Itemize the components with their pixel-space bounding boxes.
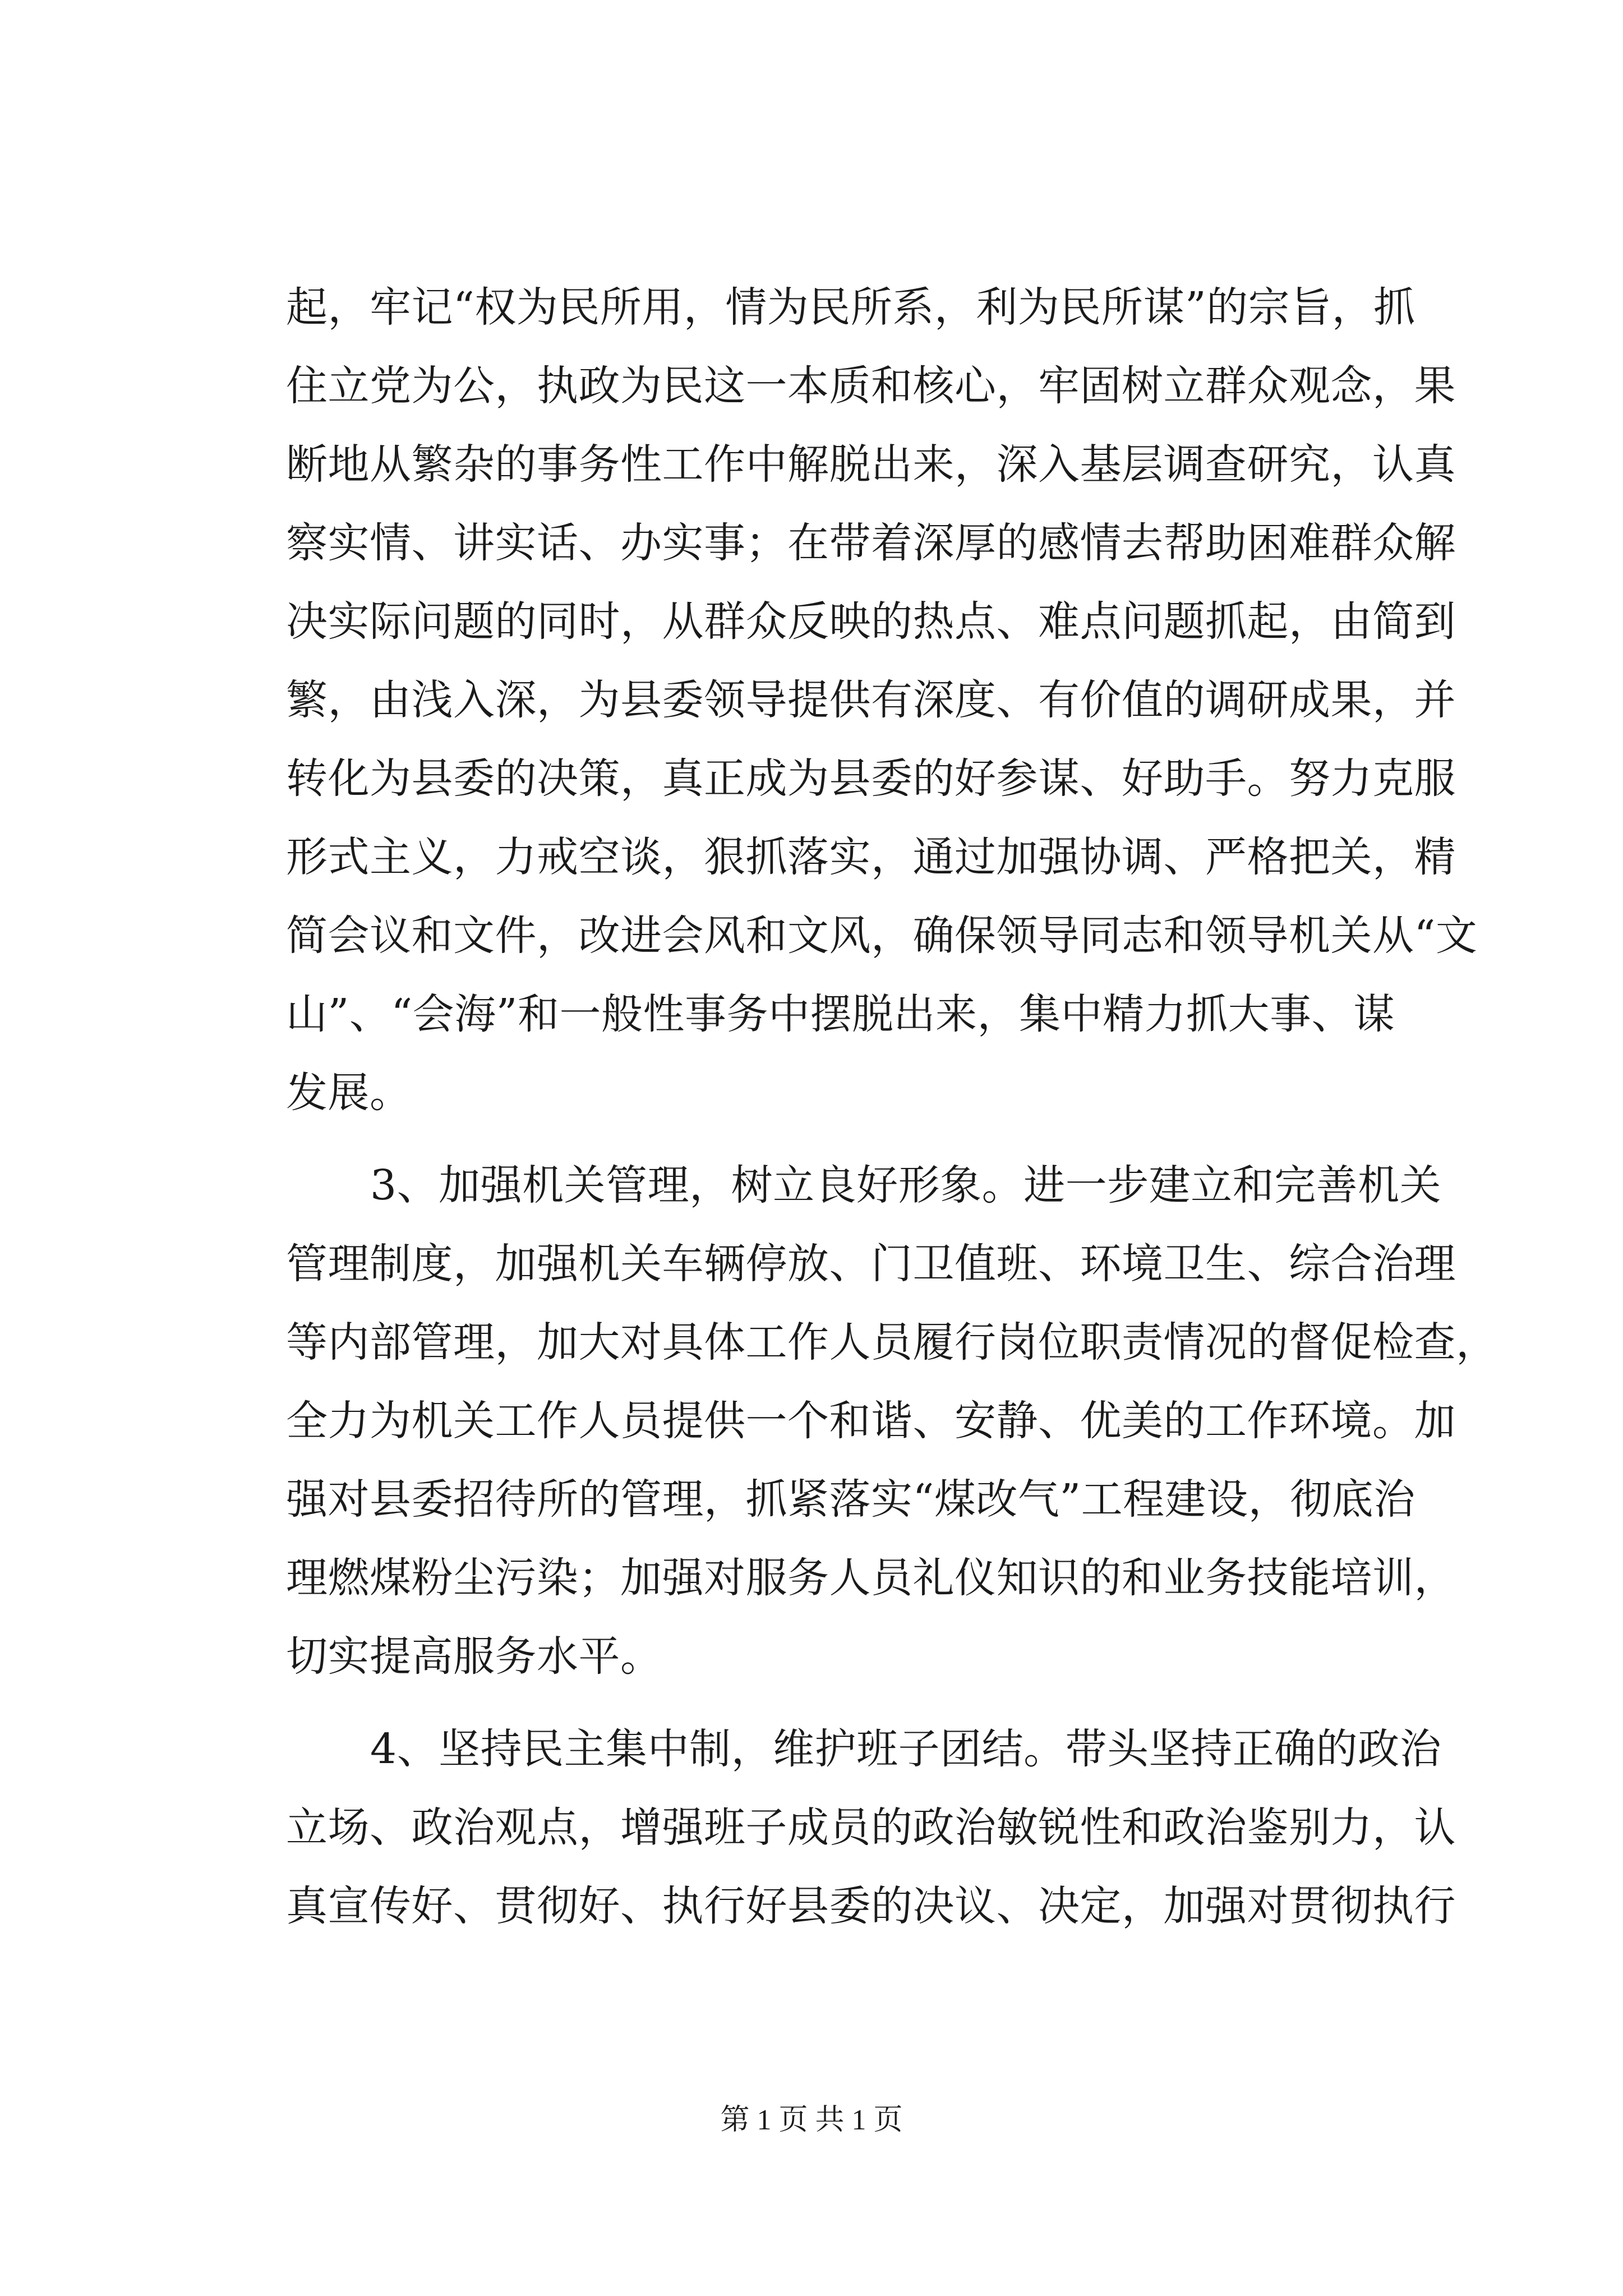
- text-line: 起，牢记“权为民所用，情为民所系，利为民所谋”的宗旨，抓: [286, 283, 1415, 332]
- text-line: 决实际问题的同时，从群众反映的热点、难点问题抓起，由简到: [286, 597, 1456, 646]
- text-line-first: [286, 1146, 1442, 1225]
- document-body: [286, 268, 1498, 1945]
- text-line: 形式主义，力戒空谈，狠抓落实，通过加强协调、严格把关，精: [286, 833, 1456, 881]
- indented-text: 3、加强机关管理，树立良好形象。进一步建立和完善机关: [370, 1161, 1442, 1209]
- text-line-first: [286, 1710, 1442, 1788]
- page-number-footer: 第 1 页 共 1 页: [720, 2104, 903, 2136]
- text-line: 立场、政治观点，增强班子成员的政治敏锐性和政治鉴别力，认: [286, 1803, 1456, 1852]
- paragraph-continuation: [286, 268, 1478, 1132]
- text-line: 断地从繁杂的事务性工作中解脱出来，深入基层调查研究，认真: [286, 440, 1456, 489]
- text-line: 察实情、讲实话、办实事；在带着深厚的感情去帮助困难群众解: [286, 519, 1456, 567]
- text-line: 发展。: [286, 1069, 412, 1117]
- text-line: 繁，由浅入深，为县委领导提供有深度、有价值的调研成果，并: [286, 676, 1456, 724]
- text-line: 等内部管理，加大对具体工作人员履行岗位职责情况的督促检查，: [286, 1318, 1498, 1366]
- text-line: 管理制度，加强机关车辆停放、门卫值班、环境卫生、综合治理: [286, 1240, 1456, 1288]
- paragraph-item-3: [286, 1146, 1498, 1696]
- paragraph-item-4: [286, 1710, 1456, 1945]
- text-line: 强对县委招待所的管理，抓紧落实“煤改气”工程建设，彻底治: [286, 1475, 1415, 1524]
- text-line: 理燃煤粉尘污染；加强对服务人员礼仪知识的和业务技能培训，: [286, 1554, 1456, 1602]
- text-line: 切实提高服务水平。: [286, 1632, 662, 1681]
- text-line: 全力为机关工作人员提供一个和谐、安静、优美的工作环境。加: [286, 1397, 1456, 1445]
- text-line: 山”、“会海”和一般性事务中摆脱出来，集中精力抓大事、谋: [286, 990, 1395, 1038]
- indented-text: 4、坚持民主集中制，维护班子团结。带头坚持正确的政治: [370, 1725, 1442, 1773]
- text-line: 简会议和文件，改进会风和文风，确保领导同志和领导机关从“文: [286, 912, 1478, 960]
- text-line: 真宣传好、贯彻好、执行好县委的决议、决定，加强对贯彻执行: [286, 1882, 1456, 1930]
- text-line: 住立党为公，执政为民这一本质和核心，牢固树立群众观念，果: [286, 362, 1456, 410]
- text-line: 转化为县委的决策，真正成为县委的好参谋、好助手。努力克服: [286, 754, 1456, 803]
